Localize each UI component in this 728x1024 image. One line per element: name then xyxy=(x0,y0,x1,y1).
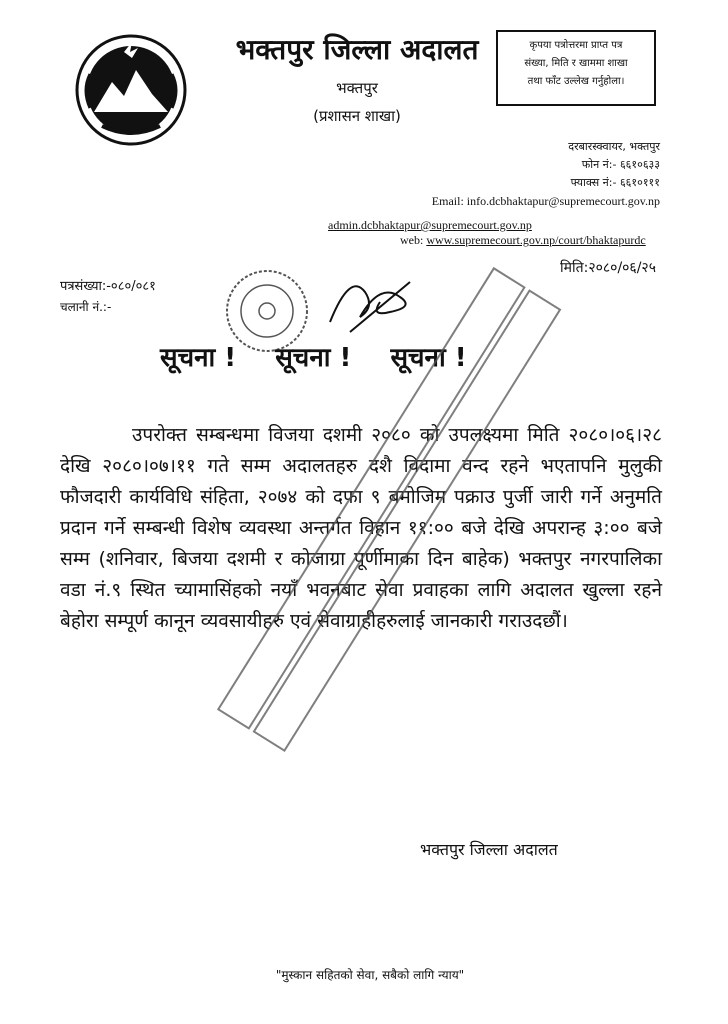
fax-number: फ्याक्स नं:- ६६१०१११ xyxy=(570,176,660,189)
dispatch-number: चलानी नं.:- xyxy=(60,300,112,314)
district-name: भक्तपुर xyxy=(336,79,378,97)
notice-heading-2: सूचना ! xyxy=(275,343,352,373)
signature-icon xyxy=(320,262,430,342)
website-link[interactable]: www.supremecourt.gov.np/court/bhaktapurdc xyxy=(426,233,646,247)
instruction-line: कृपया पत्रोत्तरमा प्राप्त पत्र xyxy=(529,40,623,51)
web-label: web: xyxy=(400,233,427,247)
notice-heading-1: सूचना ! xyxy=(160,343,237,373)
letter-date: मिति:२०८०/०६/२५ xyxy=(560,260,656,276)
notice-body: उपरोक्त सम्बन्धमा विजया दशमी २०८० को उपलक्ष्यमा मिति २०८०।०६।२८ देखि २०८०।०७।११ गते सम्म अदालतहरु दशै विदामा वन्द रहने भएतापनि मुलुकी फौजदारी कार्यविधि संहिता, २०७४ को दफा ९ बमोजिम पक्राउ पुर्जी जारी गर्ने अनुमति प्रदान गर्ने सम्बन्धी विशेष व्यवस्था अन्तर्गत विहान ११:०० बजे देखि अपरान्ह ३:०० बजे सम्म (शनिवार, बिजया दशमी र कोजाग्रा पूर्णीमाका दिन बाहेक) भक्तपुर नगरपालिका वडा नं.९ स्थित च्यामासिंहको नयाँ भवनबाट सेवा प्रवाहका लागि अदालत खुल्ला रहने बेहोरा सम्पूर्ण कानून व्यवसायीहरु एवं सेवाग्राहीहरुलाई जानकारी गराउदछौं। xyxy=(60,424,662,632)
notice-heading xyxy=(160,338,580,374)
admin-email-link[interactable]: admin.dcbhaktapur@supremecourt.gov.np xyxy=(328,218,532,232)
instruction-line: संख्या, मिति र खाममा शाखा xyxy=(524,58,628,69)
reference-number: पत्रसंख्या:-०८०/०८१ xyxy=(60,279,156,294)
notice-heading-3: सूचना ! xyxy=(390,343,467,373)
signatory: भक्तपुर जिल्ला अदालत xyxy=(420,840,558,859)
instruction-line: तथा फाँट उल्लेख गर्नुहोला। xyxy=(527,76,625,87)
website-line xyxy=(400,233,646,248)
phone-number: फोन नं:- ६६१०६३३ xyxy=(581,158,660,171)
court-motto: "मुस्कान सहितको सेवा, सबैको लागि न्याय" xyxy=(275,968,465,982)
info-email: Email: info.dcbhaktapur@supremecourt.gov.np xyxy=(431,194,660,208)
address: दरबारस्क्वायर, भक्तपुर xyxy=(568,140,660,153)
contact-block xyxy=(420,138,660,210)
section-name: (प्रशासन शाखा) xyxy=(313,107,401,125)
court-name: भक्तपुर जिल्ला अदालत xyxy=(235,33,479,66)
nepal-emblem-icon xyxy=(72,34,190,146)
instruction-box xyxy=(496,30,656,106)
